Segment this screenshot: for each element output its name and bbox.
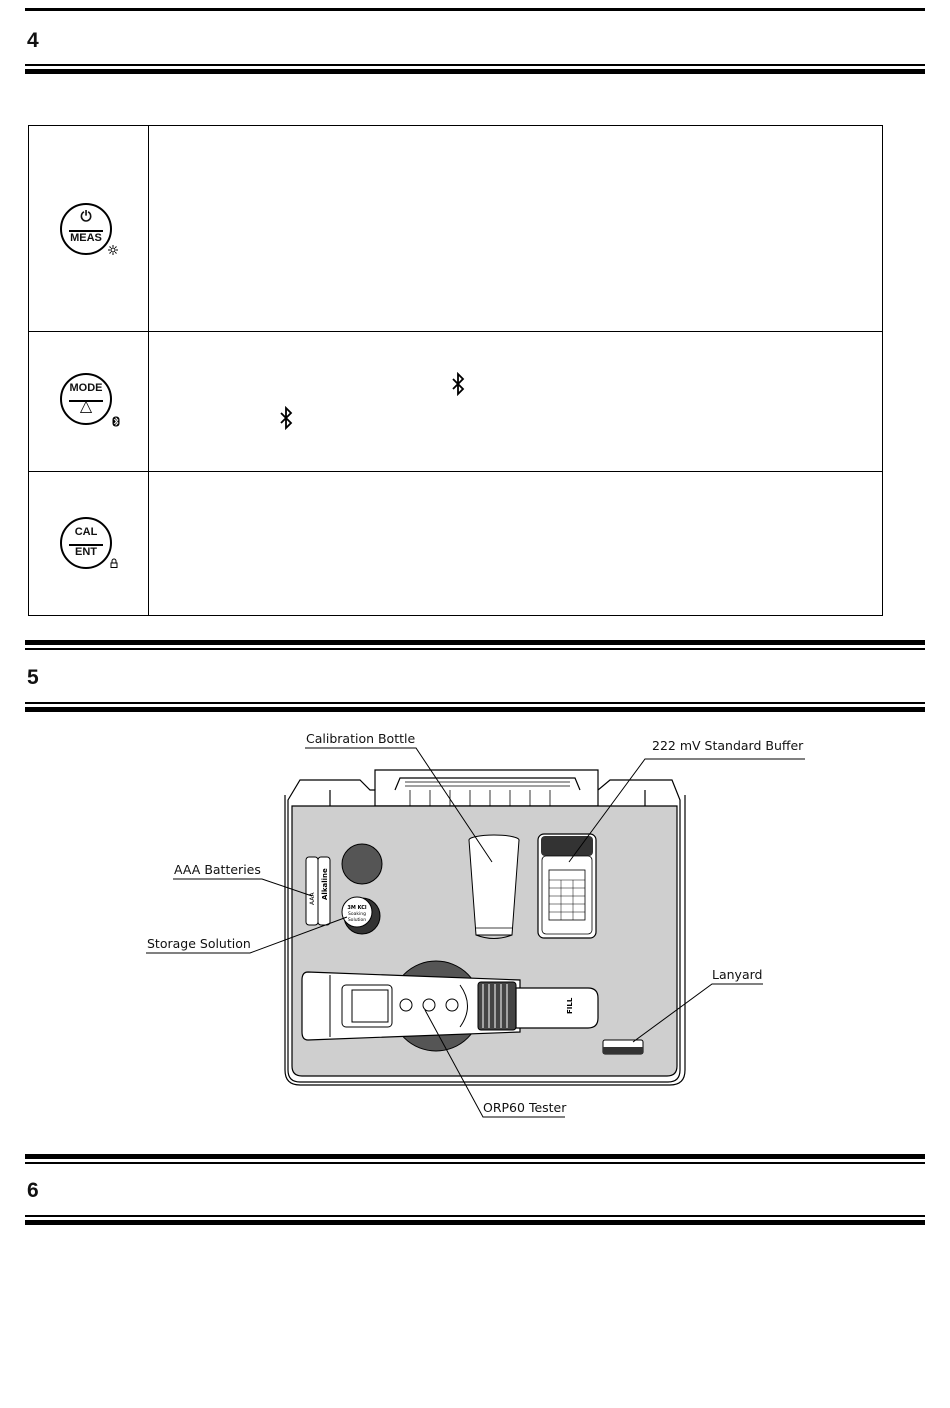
aaa-batteries: [306, 857, 330, 925]
ent-label: ENT: [75, 546, 97, 558]
batteries-leader: [173, 879, 312, 896]
orp60-tester-label: ORP60 Tester: [483, 1100, 567, 1115]
svg-text:Solution: Solution: [347, 918, 367, 923]
cal-label: CAL: [74, 526, 98, 538]
rule-thick: [25, 1220, 925, 1225]
up-triangle-icon: △: [79, 398, 93, 415]
rule-thin: [25, 1215, 925, 1217]
section-number-5: 5: [27, 666, 39, 689]
battery-brand-text: Alkaline: [321, 868, 329, 900]
calibration-bottle-label: Calibration Bottle: [306, 731, 416, 746]
standard-buffer-label: 222 mV Standard Buffer: [652, 738, 804, 753]
aaa-batteries-label: AAA Batteries: [174, 862, 261, 877]
section-number-4: 4: [27, 29, 39, 52]
battery-type-text: AAA: [309, 892, 316, 905]
fill-text: FILL: [566, 997, 574, 1014]
power-icon: ⏻: [80, 208, 92, 224]
lanyard: [603, 1040, 643, 1054]
svg-text:3M KCl: 3M KCl: [347, 905, 367, 911]
storage-solution-label: Storage Solution: [147, 936, 251, 951]
standard-buffer-bottle: [538, 834, 596, 938]
calibration-bottle: [469, 835, 519, 939]
rule-thick: [25, 1154, 925, 1159]
section-number-6: 6: [27, 1179, 39, 1202]
mode-label: MODE: [69, 382, 103, 394]
lanyard-label: Lanyard: [712, 967, 763, 982]
svg-text:Soaking: Soaking: [348, 912, 366, 917]
rule-thin: [25, 1162, 925, 1164]
meas-label: MEAS: [70, 232, 102, 244]
